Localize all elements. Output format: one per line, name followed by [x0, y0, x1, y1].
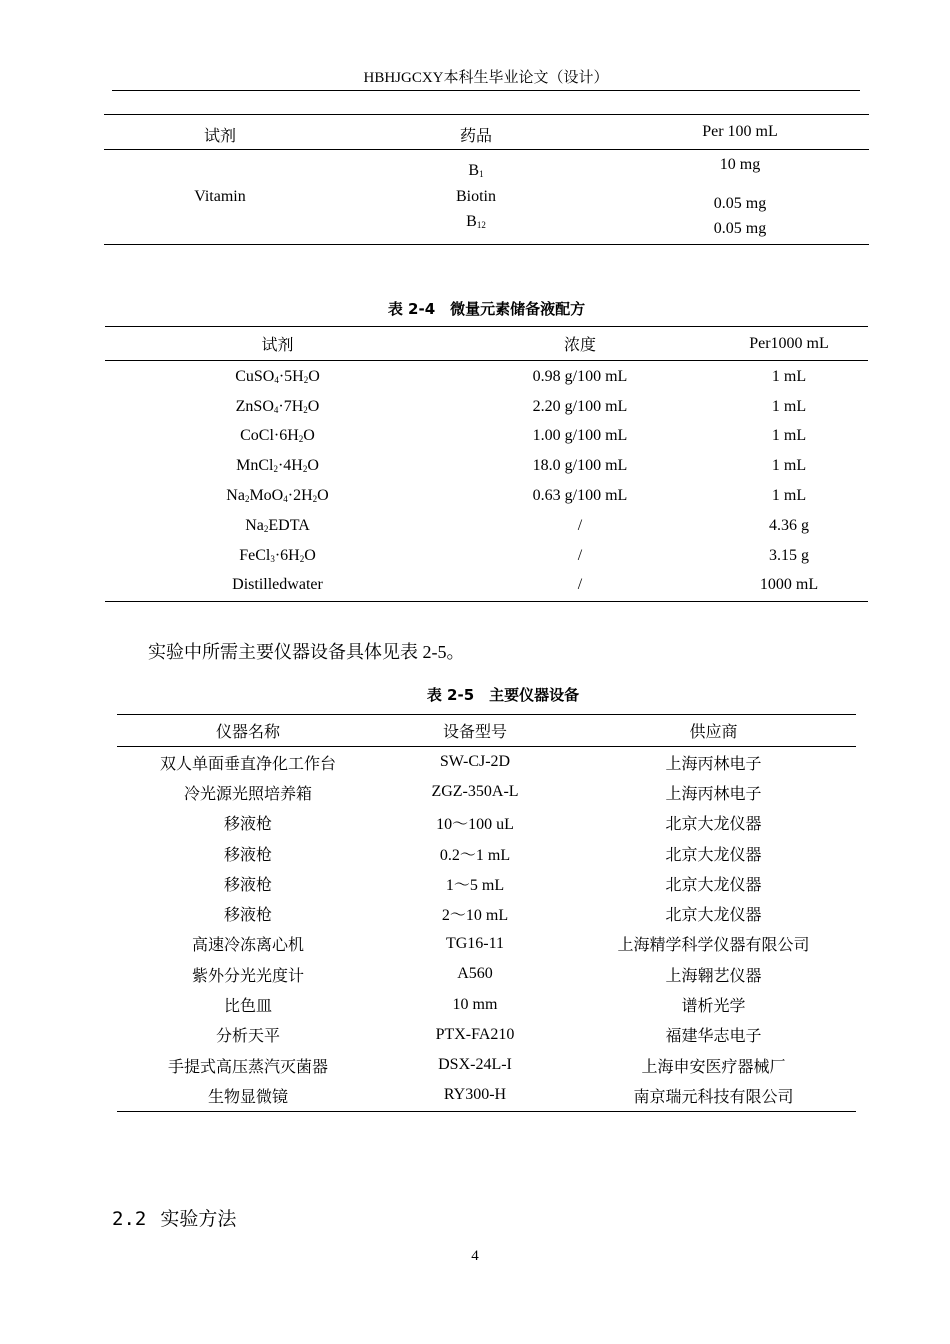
- instrument-name-cell: 移液枪: [223, 816, 272, 834]
- model-cell: RY300-H: [443, 1086, 507, 1104]
- drug-b12: $B_{12}$: [466, 213, 486, 230]
- header-reagent: 试剂: [261, 337, 294, 354]
- table-row: [117, 898, 856, 928]
- concentration-cell: 0.98 g/100 mL: [532, 367, 628, 385]
- amount-cell: 3.15 g: [769, 546, 809, 564]
- table-row: [117, 808, 856, 838]
- page-header: HBHJGCXY本科生毕业论文（设计）: [112, 68, 860, 91]
- trace-table-header: [105, 327, 868, 361]
- reagent-formula: $CuSO_4\cdot 5H_2O$: [235, 367, 320, 385]
- reagent-vitamin: Vitamin: [194, 188, 246, 205]
- supplier-cell: 上海丙林电子: [665, 785, 762, 803]
- supplier-cell: 上海精学科学仪器有限公司: [617, 937, 810, 955]
- instrument-table-caption: 表 2-5 主要仪器设备: [426, 686, 580, 704]
- header-drug: 药品: [459, 128, 492, 145]
- table-row: [117, 959, 856, 989]
- header-instrument-name: 仪器名称: [215, 724, 280, 741]
- instrument-name-cell: 生物显微镜: [207, 1088, 288, 1106]
- instrument-table: [117, 714, 856, 1112]
- concentration-cell: 1.00 g/100 mL: [532, 427, 628, 445]
- supplier-cell: 上海翱艺仪器: [665, 967, 762, 985]
- supplier-cell: 北京大龙仪器: [665, 816, 762, 834]
- model-cell: 0.2～1 mL: [439, 846, 511, 864]
- amount-cell: 1 mL: [771, 457, 807, 475]
- vitamin-table: [104, 114, 869, 245]
- concentration-cell: 18.0 g/100 mL: [532, 457, 628, 475]
- vitamin-table-header: [104, 115, 869, 150]
- reagent-formula: Distilledwater: [232, 576, 323, 594]
- supplier-cell: 上海丙林电子: [665, 755, 762, 773]
- reagent-formula: $FeCl_3\cdot 6H_2O$: [239, 546, 316, 564]
- amount-biotin: 0.05 mg: [713, 195, 767, 212]
- model-cell: ZGZ-350A-L: [431, 783, 519, 801]
- model-cell: SW-CJ-2D: [439, 753, 511, 771]
- concentration-cell: /: [577, 576, 583, 594]
- amount-b1: 10 mg: [719, 156, 761, 173]
- section-heading: [112, 1204, 236, 1231]
- trace-table-caption: 表 2-4 微量元素储备液配方: [387, 300, 586, 318]
- section-number: 2.2: [112, 1208, 147, 1230]
- table-row: [117, 1050, 856, 1080]
- concentration-cell: 2.20 g/100 mL: [532, 397, 628, 415]
- table-row: [117, 868, 856, 898]
- instrument-name-cell: 比色皿: [223, 998, 272, 1016]
- supplier-cell: 北京大龙仪器: [665, 907, 762, 925]
- instrument-name-cell: 冷光源光照培养箱: [183, 785, 312, 803]
- table-row: [117, 747, 856, 777]
- table-row: [117, 1020, 856, 1050]
- trace-element-table: [105, 326, 868, 602]
- instrument-table-rows: [117, 747, 856, 1111]
- instrument-name-cell: 移液枪: [223, 907, 272, 925]
- drug-biotin: Biotin: [455, 188, 496, 205]
- instrument-name-cell: 移液枪: [223, 846, 272, 864]
- concentration-cell: 0.63 g/100 mL: [532, 487, 628, 505]
- supplier-cell: 南京瑞元科技有限公司: [633, 1088, 794, 1106]
- amount-cell: 1000 mL: [759, 576, 819, 594]
- model-cell: 10～100 uL: [436, 816, 514, 834]
- amount-b12: 0.05 mg: [713, 220, 767, 237]
- model-cell: A560: [457, 965, 493, 983]
- header-supplier: 供应商: [689, 724, 738, 741]
- supplier-cell: 谱析光学: [681, 998, 746, 1016]
- vitamin-table-body: [104, 150, 869, 244]
- concentration-cell: /: [577, 546, 583, 564]
- header-per100: Per 100 mL: [702, 123, 778, 140]
- instrument-table-header: [117, 715, 856, 747]
- table-row: [117, 1080, 856, 1110]
- model-cell: PTX-FA210: [435, 1025, 515, 1043]
- instrument-name-cell: 高速冷冻离心机: [191, 937, 304, 955]
- instrument-name-cell: 双人单面垂直净化工作台: [159, 755, 336, 773]
- instrument-name-cell: 手提式高压蒸汽灭菌器: [167, 1058, 328, 1076]
- table-row: [105, 451, 868, 481]
- model-cell: 2～10 mL: [441, 907, 509, 925]
- reagent-formula: $Na_2EDTA$: [245, 516, 310, 534]
- page-number: 4: [471, 1248, 479, 1264]
- section-title: 实验方法: [160, 1208, 237, 1230]
- reagent-formula: $Na_2MoO_4\cdot 2H_2O$: [226, 487, 329, 505]
- table-row: [105, 481, 868, 511]
- table-row: [117, 989, 856, 1019]
- instrument-name-cell: 紫外分光光度计: [191, 967, 304, 985]
- supplier-cell: 北京大龙仪器: [665, 876, 762, 894]
- amount-cell: 1 mL: [771, 367, 807, 385]
- supplier-cell: 上海申安医疗器械厂: [641, 1058, 786, 1076]
- amount-cell: 1 mL: [771, 397, 807, 415]
- supplier-cell: 福建华志电子: [665, 1028, 762, 1046]
- reagent-formula: $CoCl\cdot 6H_2O$: [240, 427, 315, 445]
- instrument-name-cell: 移液枪: [223, 876, 272, 894]
- amount-cell: 4.36 g: [769, 516, 809, 534]
- model-cell: 10 mm: [452, 995, 498, 1013]
- table-row: [105, 541, 868, 571]
- header-per1000: Per1000 mL: [749, 334, 829, 352]
- table-row: [117, 929, 856, 959]
- table-row: [105, 362, 868, 392]
- model-cell: 1～5 mL: [445, 876, 505, 894]
- reagent-formula: $ZnSO_4\cdot 7H_2O$: [235, 397, 320, 415]
- drug-b1: $B_1$: [468, 162, 484, 179]
- model-cell: TG16-11: [445, 934, 505, 952]
- trace-table-rows: [105, 361, 868, 601]
- supplier-cell: 北京大龙仪器: [665, 846, 762, 864]
- table-row: [117, 777, 856, 807]
- table-row: [105, 392, 868, 422]
- table-row: [105, 422, 868, 452]
- reagent-formula: $MnCl_2\cdot 4H_2O$: [236, 457, 319, 475]
- concentration-cell: /: [577, 516, 583, 534]
- body-paragraph: 实验中所需主要仪器设备具体见表 2-5。: [148, 642, 465, 662]
- header-reagent: 试剂: [203, 128, 236, 145]
- amount-cell: 1 mL: [771, 427, 807, 445]
- table-row: [105, 571, 868, 601]
- instrument-name-cell: 分析天平: [215, 1028, 280, 1046]
- table-row: [117, 838, 856, 868]
- amount-cell: 1 mL: [771, 487, 807, 505]
- model-cell: DSX-24L-I: [438, 1056, 512, 1074]
- header-model: 设备型号: [442, 724, 507, 741]
- header-concentration: 浓度: [563, 337, 596, 354]
- table-row: [105, 511, 868, 541]
